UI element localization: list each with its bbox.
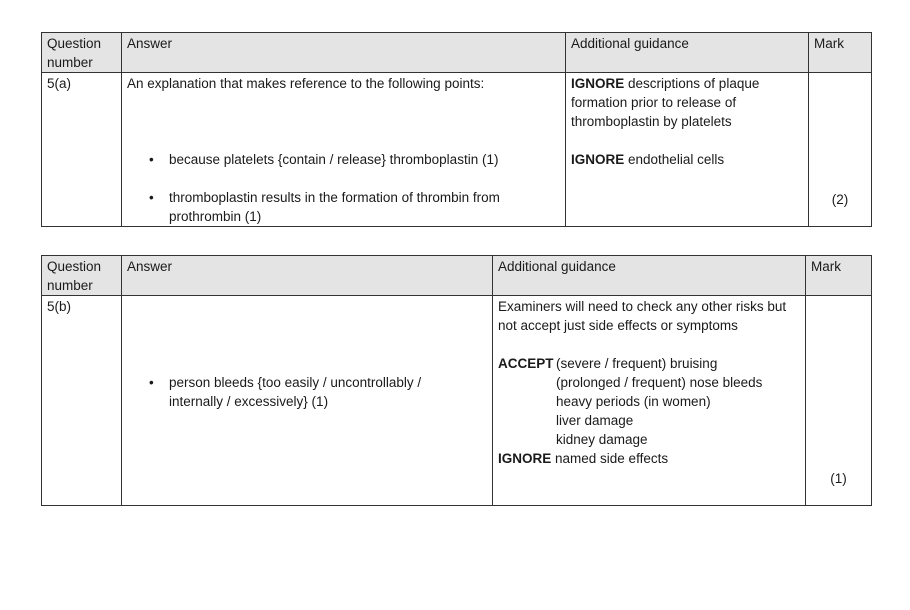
guidance-header: Additional guidance xyxy=(566,33,809,73)
accept-list xyxy=(556,354,762,449)
accept-item: liver damage xyxy=(556,413,634,428)
answer-cell xyxy=(122,296,493,506)
question-number-header: Question number xyxy=(42,33,122,73)
accept-item: (prolonged / frequent) nose bleeds xyxy=(556,375,763,390)
guidance-item xyxy=(571,74,803,150)
question-number: 5(b) xyxy=(42,296,122,506)
mark-header: Mark xyxy=(806,256,872,296)
mark-scheme-table-5a xyxy=(41,32,872,227)
accept-item: (severe / frequent) bruising xyxy=(556,356,718,371)
question-number-header: Question number xyxy=(42,256,122,296)
mark-value: (2) xyxy=(831,192,849,207)
guidance-cell xyxy=(566,73,809,227)
accept-keyword: ACCEPT xyxy=(498,356,554,371)
accept-block xyxy=(498,354,800,449)
guidance-cell xyxy=(493,296,806,506)
mark-cell xyxy=(809,73,872,227)
table-row xyxy=(42,296,872,506)
guidance-intro: Examiners will need to check any other risks but not accept just side effects or symptoms xyxy=(498,299,787,333)
answer-point: • thromboplastin results in the formation of thrombin from prothrombin (1) xyxy=(127,188,560,226)
answer-points xyxy=(127,150,560,226)
guidance-text: endothelial cells xyxy=(624,152,725,167)
accept-item: kidney damage xyxy=(556,432,648,447)
ignore-keyword: IGNORE xyxy=(571,152,625,167)
mark-scheme-table-5b xyxy=(41,255,872,506)
accept-item: heavy periods (in women) xyxy=(556,394,711,409)
answer-intro: An explanation that makes reference to the following points: xyxy=(127,76,485,91)
mark-cell xyxy=(806,296,872,506)
ignore-keyword: IGNORE xyxy=(498,451,552,466)
ignore-keyword: IGNORE xyxy=(571,76,625,91)
header-row xyxy=(42,256,872,296)
answer-cell xyxy=(122,73,566,227)
mark-value: (1) xyxy=(830,471,847,486)
guidance-header: Additional guidance xyxy=(493,256,806,296)
answer-header: Answer xyxy=(122,256,493,296)
ignore-block xyxy=(498,449,800,468)
answer-point: • because platelets {contain / release} thromboplastin (1) xyxy=(127,150,560,169)
answer-points xyxy=(127,373,487,411)
answer-point: • person bleeds {too easily / uncontrollably / internally / excessively} (1) xyxy=(127,373,487,411)
guidance-item xyxy=(571,150,803,169)
ignore-text: named side effects xyxy=(551,451,669,466)
mark-header: Mark xyxy=(809,33,872,73)
table-row xyxy=(42,73,872,227)
guidance-text: descriptions of plaque formation prior to release of thromboplastin by platelets xyxy=(571,76,760,129)
answer-header: Answer xyxy=(122,33,566,73)
question-number: 5(a) xyxy=(42,73,122,227)
header-row xyxy=(42,33,872,73)
